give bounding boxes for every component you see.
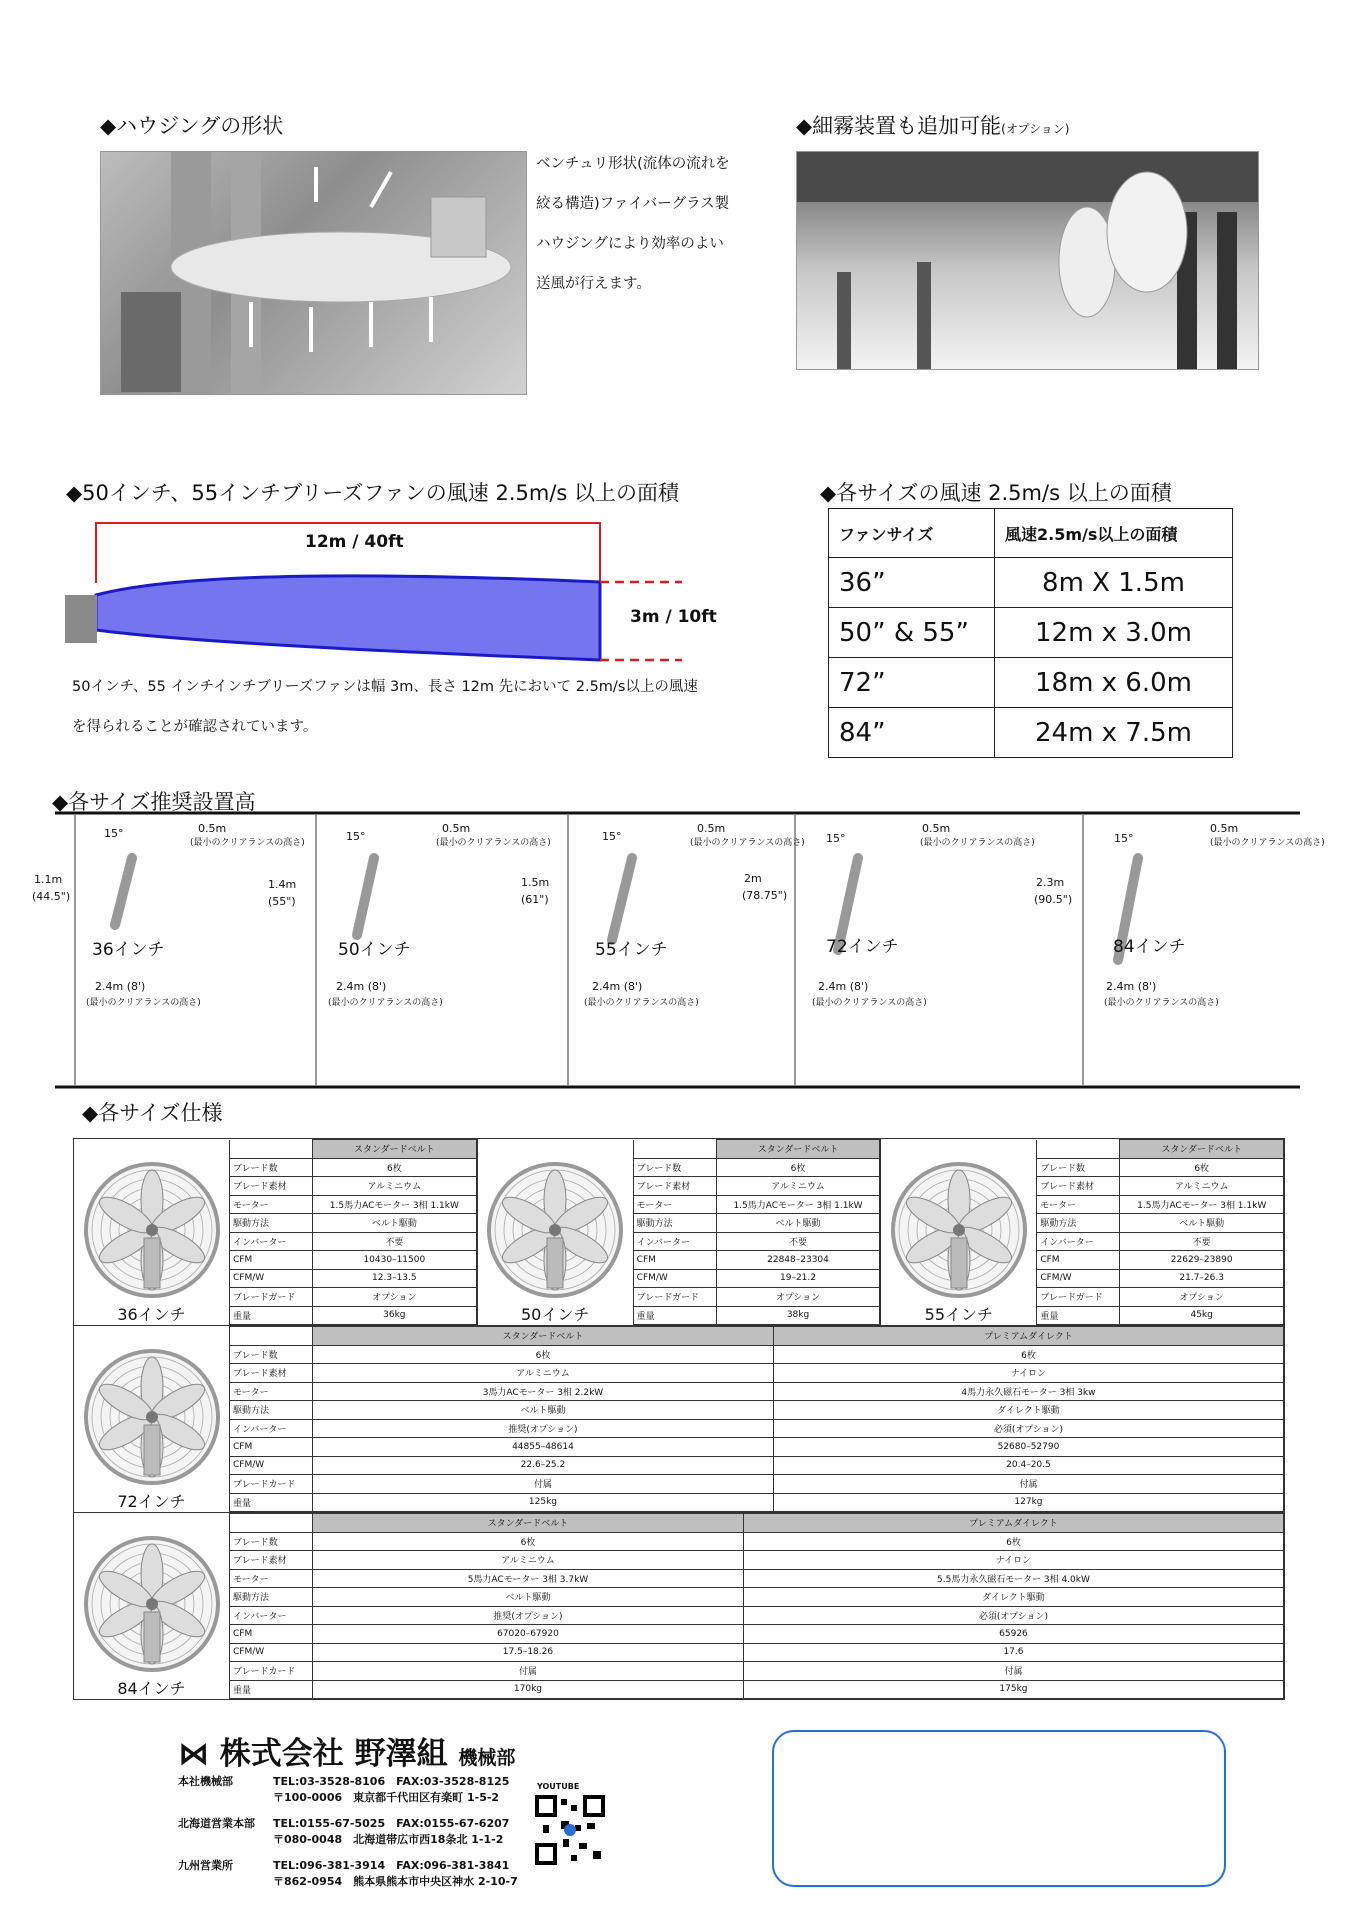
spec-row	[230, 1475, 1284, 1494]
spec-row	[1037, 1269, 1284, 1288]
office-contact: TEL:03-3528-8106 FAX:03-3528-8125	[273, 1775, 510, 1788]
fan-name: 36インチ	[117, 1305, 186, 1324]
spec-row	[1037, 1195, 1284, 1214]
spec-block	[74, 1513, 1284, 1699]
header-fan-size: ファンサイズ	[829, 509, 995, 558]
spec-row	[230, 1456, 1284, 1475]
spec-key: ブレード数	[230, 1158, 313, 1177]
spec-row	[230, 1382, 1284, 1401]
spec-value: 5馬力ACモーター 3相 3.7kW	[313, 1569, 744, 1588]
height-inch: (61")	[521, 893, 549, 906]
office-name: 本社機械部	[178, 1775, 233, 1788]
spec-value: 175kg	[743, 1680, 1283, 1699]
mist-illustration	[797, 152, 1258, 369]
spec-value: ベルト駆動	[313, 1401, 774, 1420]
spec-key: ブレード素材	[230, 1177, 313, 1196]
spec-value: 推奨(オプション)	[313, 1606, 744, 1625]
spec-value: 44855–48614	[313, 1438, 774, 1457]
spec-key: 重量	[1037, 1306, 1120, 1325]
fan-photo	[74, 1326, 229, 1512]
spec-row	[1037, 1306, 1284, 1325]
spec-value: ダイレクト駆動	[773, 1401, 1283, 1420]
spec-row	[1037, 1232, 1284, 1251]
length-label: 12m / 40ft	[305, 532, 404, 552]
specs-large-rows	[74, 1326, 1284, 1699]
floor-height: 2.4m (8')	[95, 980, 146, 993]
contact-stamp-box	[772, 1730, 1226, 1887]
spec-value: 付属	[313, 1475, 774, 1494]
spec-value: 推奨(オプション)	[313, 1419, 774, 1438]
area-note	[72, 667, 698, 747]
area-table-row	[829, 708, 1233, 758]
fan-size-label: 84インチ	[1113, 937, 1186, 957]
spec-value: 不要	[1120, 1232, 1284, 1251]
height-inch: (55")	[268, 895, 296, 908]
spec-row	[230, 1177, 477, 1196]
height-value: 1.5m	[521, 876, 550, 889]
spec-key: 重量	[633, 1306, 716, 1325]
office-address: 〒080-0048 北海道帯広市西18条北 1-1-2	[273, 1833, 504, 1846]
fan-size: 84”	[829, 708, 995, 758]
spec-value: 20.4–20.5	[773, 1456, 1283, 1475]
spec-row	[230, 1493, 1284, 1512]
spec-value: 6枚	[716, 1158, 880, 1177]
spec-header: プレミアムダイレクト	[773, 1327, 1283, 1346]
spec-row	[230, 1643, 1284, 1662]
company-header	[178, 1728, 515, 1773]
spec-value: 不要	[313, 1232, 477, 1251]
clearance-top: 0.5m	[922, 822, 951, 835]
spec-value: 5.5馬力永久磁石モーター 3相 4.0kW	[743, 1569, 1283, 1588]
spec-value: 6枚	[313, 1345, 774, 1364]
fan-size: 72”	[829, 658, 995, 708]
office	[178, 1774, 518, 1806]
spec-value: ベルト駆動	[313, 1214, 477, 1233]
clearance-note: (最小のクリアランスの高さ)	[690, 838, 805, 848]
fan-photo	[74, 1513, 229, 1699]
housing-illustration	[101, 152, 526, 394]
spec-value: 170kg	[313, 1680, 744, 1699]
spec-value: 3馬力ACモーター 3相 2.2kW	[313, 1382, 774, 1401]
spec-block	[478, 1139, 882, 1325]
spec-key: CFM	[230, 1625, 313, 1644]
spec-value: 65926	[743, 1625, 1283, 1644]
spec-key: モーター	[633, 1195, 716, 1214]
office-address: 〒862-0954 熊本県熊本市中央区神水 2-10-7	[273, 1875, 518, 1888]
spec-key: 駆動方法	[1037, 1214, 1120, 1233]
spec-value: オプション	[716, 1288, 880, 1307]
spec-value: 1.5馬力ACモーター 3相 1.1kW	[1120, 1195, 1284, 1214]
spec-value: 22848–23304	[716, 1251, 880, 1270]
fan-size: 36”	[829, 558, 995, 608]
spec-value: アルミニウム	[313, 1551, 744, 1570]
spec-header: スタンダードベルト	[313, 1514, 744, 1533]
floor-note: (最小のクリアランスの高さ)	[328, 998, 443, 1008]
height-inch: (78.75")	[742, 889, 788, 902]
width-label: 3m / 10ft	[630, 607, 717, 627]
spec-value: 10430–11500	[313, 1251, 477, 1270]
spec-value: 12.3–13.5	[313, 1269, 477, 1288]
area-table-row	[829, 608, 1233, 658]
spec-value: ベルト駆動	[716, 1214, 880, 1233]
spec-header-blank	[230, 1140, 313, 1159]
spec-value: ベルト駆動	[1120, 1214, 1284, 1233]
spec-key: CFM/W	[230, 1456, 313, 1475]
header-area: 風速2.5m/s以上の面積	[995, 509, 1233, 558]
height-value: 1.1m	[34, 873, 63, 886]
spec-table	[229, 1139, 477, 1325]
spec-value: 17.5–18.26	[313, 1643, 744, 1662]
fan-size: 50” & 55”	[829, 608, 995, 658]
spec-block	[881, 1139, 1284, 1325]
spec-row	[230, 1251, 477, 1270]
height-value: 2.3m	[1036, 876, 1065, 889]
housing-photo	[100, 151, 527, 395]
spec-row	[633, 1269, 880, 1288]
spec-value: アルミニウム	[716, 1177, 880, 1196]
spec-value: ダイレクト駆動	[743, 1588, 1283, 1607]
spec-row	[633, 1232, 880, 1251]
spec-row	[633, 1158, 880, 1177]
spec-key: ブレードガード	[1037, 1288, 1120, 1307]
spec-value: 1.5馬力ACモーター 3相 1.1kW	[716, 1195, 880, 1214]
fan-size-label: 55インチ	[595, 940, 668, 960]
spec-key: CFM	[1037, 1251, 1120, 1270]
spec-row	[230, 1419, 1284, 1438]
spec-key: インバーター	[633, 1232, 716, 1251]
mist-title-text: ◆細霧装置も追加可能	[796, 114, 1002, 138]
spec-value: 6枚	[773, 1345, 1283, 1364]
housing-desc-line: ベンチュリ形状(流体の流れを	[536, 156, 730, 172]
floor-height: 2.4m (8')	[336, 980, 387, 993]
height-value: 2m	[744, 872, 762, 885]
spec-key: ブレード数	[1037, 1158, 1120, 1177]
spec-value: オプション	[1120, 1288, 1284, 1307]
spec-row	[633, 1195, 880, 1214]
spec-table	[1036, 1139, 1284, 1325]
spec-value: 不要	[716, 1232, 880, 1251]
spec-row	[633, 1251, 880, 1270]
spec-value: 36kg	[313, 1306, 477, 1325]
spec-value: 19–21.2	[716, 1269, 880, 1288]
spec-key: ブレード数	[230, 1532, 313, 1551]
spec-row	[633, 1214, 880, 1233]
spec-value: アルミニウム	[313, 1177, 477, 1196]
spec-value: ナイロン	[773, 1364, 1283, 1383]
clearance-top: 0.5m	[442, 822, 471, 835]
area-table-header	[829, 509, 1233, 558]
spec-value: 45kg	[1120, 1306, 1284, 1325]
spec-key: 駆動方法	[633, 1214, 716, 1233]
spec-value: ベルト駆動	[313, 1588, 744, 1607]
spec-key: インバーター	[230, 1606, 313, 1625]
floor-height: 2.4m (8')	[1106, 980, 1157, 993]
spec-row	[230, 1606, 1284, 1625]
spec-row	[230, 1588, 1284, 1607]
clearance-top: 0.5m	[1210, 822, 1239, 835]
fan-name: 50インチ	[520, 1305, 590, 1324]
spec-header-row	[230, 1514, 1284, 1533]
spec-header: スタンダードベルト	[1120, 1140, 1284, 1159]
spec-header: スタンダードベルト	[716, 1140, 880, 1159]
area-value: 12m x 3.0m	[995, 608, 1233, 658]
spec-header-blank	[230, 1327, 313, 1346]
area-table-row	[829, 558, 1233, 608]
spec-row	[1037, 1288, 1284, 1307]
housing-desc-line: 絞る構造)ファイバーグラス製	[536, 196, 730, 212]
area-table	[828, 508, 1233, 758]
area-value: 24m x 7.5m	[995, 708, 1233, 758]
fan-size-label: 36インチ	[92, 940, 165, 960]
area-table-title: ◆各サイズの風速 2.5m/s 以上の面積	[820, 481, 1172, 505]
spec-value: 6枚	[743, 1532, 1283, 1551]
specs-title: ◆各サイズ仕様	[82, 1101, 223, 1125]
office	[178, 1816, 518, 1848]
spec-row	[230, 1306, 477, 1325]
spec-value: 125kg	[313, 1493, 774, 1512]
housing-description	[536, 144, 766, 304]
spec-key: ブレード数	[633, 1158, 716, 1177]
spec-value: 52680–52790	[773, 1438, 1283, 1457]
housing-desc-line: ハウジングにより効率のよい	[536, 236, 724, 252]
spec-row	[1037, 1214, 1284, 1233]
fan-name: 55インチ	[924, 1305, 994, 1324]
spec-key: ブレードガード	[230, 1288, 313, 1307]
fan-icon	[485, 1160, 625, 1300]
floor-note: (最小のクリアランスの高さ)	[86, 998, 201, 1008]
area-diagram-title: ◆50インチ、55インチブリーズファンの風速 2.5m/s 以上の面積	[66, 481, 680, 505]
spec-value: ナイロン	[743, 1551, 1283, 1570]
spec-row	[633, 1177, 880, 1196]
fan-photo	[74, 1139, 229, 1325]
spec-key: 重量	[230, 1493, 313, 1512]
spec-block	[74, 1139, 478, 1325]
spec-key: 駆動方法	[230, 1401, 313, 1420]
spec-row	[230, 1269, 477, 1288]
height-inch: (44.5")	[32, 890, 71, 903]
spec-table	[633, 1139, 881, 1325]
spec-value: アルミニウム	[1120, 1177, 1284, 1196]
spec-value: アルミニウム	[313, 1364, 774, 1383]
spec-row	[230, 1438, 1284, 1457]
spec-header-row	[230, 1327, 1284, 1346]
spec-header: スタンダードベルト	[313, 1327, 774, 1346]
qr-code-icon[interactable]	[535, 1795, 605, 1865]
spec-value: 必須(オプション)	[773, 1419, 1283, 1438]
spec-row	[230, 1551, 1284, 1570]
area-value: 18m x 6.0m	[995, 658, 1233, 708]
youtube-label: YOUTUBE	[537, 1782, 580, 1791]
spec-key: ブレード数	[230, 1345, 313, 1364]
spec-value: 6枚	[313, 1532, 744, 1551]
height-value: 1.4m	[268, 878, 297, 891]
spec-row	[230, 1288, 477, 1307]
fan-photo	[881, 1139, 1036, 1325]
spec-key: 重量	[230, 1306, 313, 1325]
spec-key: 駆動方法	[230, 1588, 313, 1607]
mist-title-suffix: (オプション)	[1001, 122, 1070, 136]
spec-key: 重量	[230, 1680, 313, 1699]
office-list	[178, 1774, 518, 1890]
spec-value: 1.5馬力ACモーター 3相 1.1kW	[313, 1195, 477, 1214]
area-table-row	[829, 658, 1233, 708]
spec-header-blank	[633, 1140, 716, 1159]
spec-key: CFM/W	[633, 1269, 716, 1288]
angle-label: 15°	[826, 832, 846, 845]
spec-value: 38kg	[716, 1306, 880, 1325]
specs-small-row	[74, 1139, 1284, 1326]
angle-label: 15°	[346, 830, 366, 843]
spec-row	[230, 1345, 1284, 1364]
floor-note: (最小のクリアランスの高さ)	[1104, 998, 1219, 1008]
spec-key: モーター	[230, 1569, 313, 1588]
spec-key: インバーター	[230, 1232, 313, 1251]
spec-key: ブレード素材	[633, 1177, 716, 1196]
spec-value: 22629–23890	[1120, 1251, 1284, 1270]
fan-icon	[82, 1160, 222, 1300]
spec-key: CFM	[230, 1251, 313, 1270]
spec-header: プレミアムダイレクト	[743, 1514, 1283, 1533]
spec-key: CFM/W	[230, 1269, 313, 1288]
spec-value: 必須(オプション)	[743, 1606, 1283, 1625]
floor-height: 2.4m (8')	[592, 980, 643, 993]
spec-row	[1037, 1177, 1284, 1196]
fan-size-label: 50インチ	[338, 940, 411, 960]
spec-row	[230, 1214, 477, 1233]
spec-key: ブレード素材	[230, 1551, 313, 1570]
spec-header-row	[230, 1140, 477, 1159]
spec-value: 127kg	[773, 1493, 1283, 1512]
spec-row	[230, 1625, 1284, 1644]
spec-value: 22.6–25.2	[313, 1456, 774, 1475]
spec-key: ブレードカード	[230, 1662, 313, 1681]
spec-table	[229, 1513, 1284, 1699]
spec-row	[230, 1401, 1284, 1420]
spec-row	[230, 1680, 1284, 1699]
spec-header: スタンダードベルト	[313, 1140, 477, 1159]
spec-table	[229, 1326, 1284, 1512]
area-note-line: を得られることが確認されています。	[72, 719, 318, 735]
spec-value: オプション	[313, 1288, 477, 1307]
housing-title: ◆ハウジングの形状	[100, 114, 284, 138]
spec-row	[230, 1158, 477, 1177]
spec-row	[230, 1232, 477, 1251]
spec-key: 駆動方法	[230, 1214, 313, 1233]
office-address: 〒100-0006 東京都千代田区有楽町 1-5-2	[273, 1791, 500, 1804]
company-dept: 機械部	[458, 1747, 516, 1769]
area-note-line: 50インチ、55 インチインチブリーズファンは幅 3m、長さ 12m 先において 2.5m/s以上の風速	[72, 679, 698, 695]
fan-icon	[889, 1160, 1029, 1300]
spec-key: インバーター	[1037, 1232, 1120, 1251]
spec-row	[230, 1569, 1284, 1588]
angle-label: 15°	[1114, 832, 1134, 845]
spec-row	[230, 1532, 1284, 1551]
spec-row	[1037, 1251, 1284, 1270]
spec-row	[230, 1195, 477, 1214]
fan-size-label: 72インチ	[826, 937, 899, 957]
clearance-note: (最小のクリアランスの高さ)	[190, 838, 305, 848]
office-name: 北海道営業本部	[178, 1817, 255, 1830]
spec-header-row	[633, 1140, 880, 1159]
floor-height: 2.4m (8')	[818, 980, 869, 993]
spec-value: 付属	[773, 1475, 1283, 1494]
spec-value: 付属	[313, 1662, 744, 1681]
office	[178, 1858, 518, 1890]
spec-value: 6枚	[1120, 1158, 1284, 1177]
company-name: 株式会社 野澤組	[219, 1736, 448, 1772]
spec-row	[230, 1364, 1284, 1383]
clearance-note: (最小のクリアランスの高さ)	[920, 838, 1035, 848]
spec-row	[1037, 1158, 1284, 1177]
specs-table	[73, 1138, 1285, 1700]
floor-note: (最小のクリアランスの高さ)	[812, 998, 927, 1008]
spec-key: CFM/W	[230, 1643, 313, 1662]
company-logo-icon: ⋈	[178, 1736, 209, 1772]
spec-key: ブレード素材	[1037, 1177, 1120, 1196]
spec-key: CFM	[230, 1438, 313, 1457]
spec-key: CFM	[633, 1251, 716, 1270]
spec-key: モーター	[1037, 1195, 1120, 1214]
spec-key: ブレードカード	[230, 1475, 313, 1494]
spec-value: 6枚	[313, 1158, 477, 1177]
clearance-note: (最小のクリアランスの高さ)	[1210, 838, 1325, 848]
angle-label: 15°	[602, 830, 622, 843]
fan-name: 72インチ	[117, 1492, 186, 1511]
spec-row	[633, 1306, 880, 1325]
spec-value: 67020–67920	[313, 1625, 744, 1644]
spec-value: 付属	[743, 1662, 1283, 1681]
fan-icon	[82, 1347, 222, 1487]
office-contact: TEL:0155-67-5025 FAX:0155-67-6207	[273, 1817, 510, 1830]
clearance-top: 0.5m	[697, 822, 726, 835]
angle-label: 15°	[104, 827, 124, 840]
mist-photo	[796, 151, 1259, 370]
spec-key: ブレードガード	[633, 1288, 716, 1307]
height-inch: (90.5")	[1034, 893, 1073, 906]
spec-value: 17.6	[743, 1643, 1283, 1662]
spec-key: ブレード素材	[230, 1364, 313, 1383]
mist-title	[796, 110, 1069, 140]
office-contact: TEL:096-381-3914 FAX:096-381-3841	[273, 1859, 510, 1872]
spec-value: 21.7–26.3	[1120, 1269, 1284, 1288]
spec-block	[74, 1326, 1284, 1513]
office-name: 九州営業所	[178, 1859, 233, 1872]
fan-name: 84インチ	[117, 1679, 186, 1698]
install-title: ◆各サイズ推奨設置高	[52, 790, 256, 814]
spec-row	[230, 1662, 1284, 1681]
spec-header-row	[1037, 1140, 1284, 1159]
spec-key: モーター	[230, 1195, 313, 1214]
housing-desc-line: 送風が行えます。	[536, 276, 651, 292]
fan-photo	[478, 1139, 633, 1325]
clearance-top: 0.5m	[198, 822, 227, 835]
spec-key: CFM/W	[1037, 1269, 1120, 1288]
fan-icon	[82, 1534, 222, 1674]
spec-key: モーター	[230, 1382, 313, 1401]
floor-note: (最小のクリアランスの高さ)	[584, 998, 699, 1008]
area-value: 8m X 1.5m	[995, 558, 1233, 608]
spec-header-blank	[230, 1514, 313, 1533]
spec-header-blank	[1037, 1140, 1120, 1159]
spec-key: インバーター	[230, 1419, 313, 1438]
spec-value: 4馬力永久磁石モーター 3相 3kw	[773, 1382, 1283, 1401]
clearance-note: (最小のクリアランスの高さ)	[436, 838, 551, 848]
spec-row	[633, 1288, 880, 1307]
